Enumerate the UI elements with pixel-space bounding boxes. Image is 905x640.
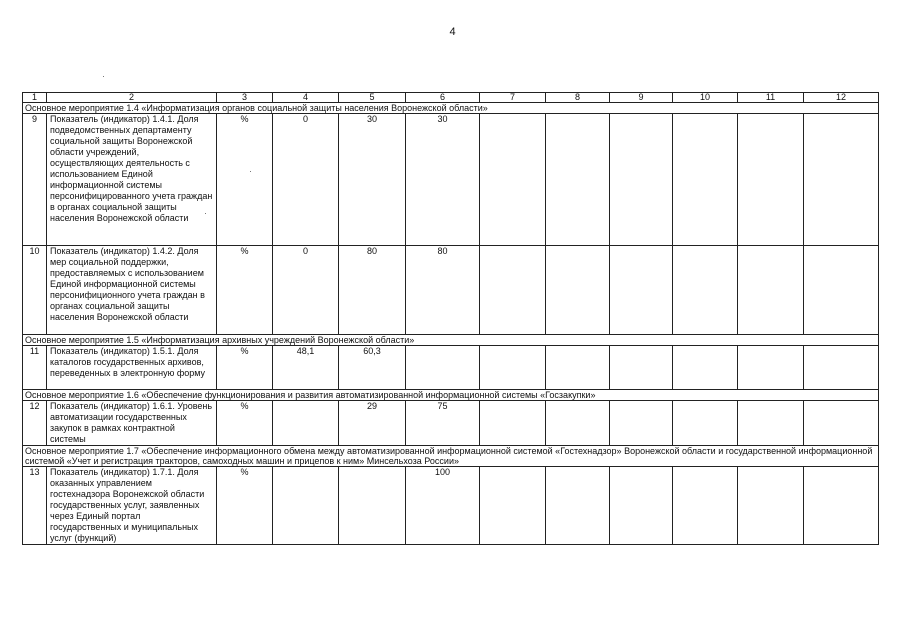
table-row	[23, 346, 879, 390]
value-cell: 0	[273, 114, 339, 246]
value-cell	[673, 401, 738, 446]
value-cell	[610, 346, 673, 390]
section-title: Основное мероприятие 1.5 «Информатизация архивных учреждений Воронежской области»	[23, 335, 879, 346]
value-cell: 60,3	[339, 346, 406, 390]
value-cell	[804, 401, 879, 446]
section-row	[23, 446, 879, 467]
value-cell	[610, 401, 673, 446]
section-title: Основное мероприятие 1.7 «Обеспечение информационного обмена между автоматизированной информационной системой «Гостехнадзор» Воронежской области и государственной информационной системой «Учет и регистрация тракторов, самоходных машин и прицепов к ним» Минсельхоза России»	[23, 446, 879, 467]
column-header: 5	[339, 93, 406, 103]
value-cell	[610, 114, 673, 246]
value-cell	[480, 467, 546, 545]
value-cell	[804, 114, 879, 246]
value-cell: 30	[339, 114, 406, 246]
section-title: Основное мероприятие 1.4 «Информатизация органов социальной защиты населения Воронежской области»	[23, 103, 879, 114]
column-header: 2	[47, 93, 217, 103]
table-row	[23, 114, 879, 246]
column-header: 7	[480, 93, 546, 103]
table-header-row	[23, 93, 879, 103]
table-row	[23, 246, 879, 335]
column-header: 4	[273, 93, 339, 103]
page-number: 4	[449, 26, 456, 38]
value-cell	[610, 467, 673, 545]
value-cell	[738, 346, 804, 390]
row-number: 10	[23, 246, 47, 335]
value-cell	[546, 246, 610, 335]
unit-cell: %	[217, 114, 273, 246]
scan-speck	[103, 76, 104, 77]
value-cell	[804, 246, 879, 335]
value-cell: 48,1	[273, 346, 339, 390]
section-title: Основное мероприятие 1.6 «Обеспечение функционирования и развития автоматизированной информационной системы «Госзакупки»	[23, 390, 879, 401]
value-cell: 29	[339, 401, 406, 446]
column-header: 6	[406, 93, 480, 103]
section-row	[23, 390, 879, 401]
unit-cell: %	[217, 467, 273, 545]
value-cell: 80	[406, 246, 480, 335]
indicator-cell: Показатель (индикатор) 1.4.2. Доля мер социальной поддержки, предоставляемых с использованием Единой информационной системы персонифиционного учета граждан в органах социальной защиты населения Воронежской области	[47, 246, 217, 335]
column-header: 3	[217, 93, 273, 103]
unit-cell: %	[217, 401, 273, 446]
value-cell	[738, 246, 804, 335]
indicator-cell: Показатель (индикатор) 1.4.1. Доля подведомственных департаменту социальной защиты Воронежской области учреждений, осуществляющих деятельность с использованием Единой информационной системы персонифицированного учета граждан в органах социальной защиты населения Воронежской области	[47, 114, 217, 246]
value-cell	[673, 467, 738, 545]
value-cell	[738, 114, 804, 246]
unit-cell: %	[217, 246, 273, 335]
value-cell	[804, 346, 879, 390]
column-header: 11	[738, 93, 804, 103]
indicator-cell: Показатель (индикатор) 1.6.1. Уровень автоматизации государственных закупок в рамках контрактной системы	[47, 401, 217, 446]
value-cell	[546, 346, 610, 390]
section-row	[23, 103, 879, 114]
value-cell	[673, 346, 738, 390]
value-cell: 100	[406, 467, 480, 545]
section-row	[23, 335, 879, 346]
value-cell	[480, 246, 546, 335]
indicators-table	[22, 92, 879, 545]
value-cell	[480, 114, 546, 246]
value-cell: 30	[406, 114, 480, 246]
value-cell: 80	[339, 246, 406, 335]
value-cell	[546, 467, 610, 545]
column-header: 12	[804, 93, 879, 103]
column-header: 8	[546, 93, 610, 103]
row-number: 12	[23, 401, 47, 446]
indicator-cell: Показатель (индикатор) 1.5.1. Доля каталогов государственных архивов, переведенных в электронную форму	[47, 346, 217, 390]
value-cell	[273, 467, 339, 545]
row-number: 11	[23, 346, 47, 390]
value-cell	[480, 401, 546, 446]
value-cell	[610, 246, 673, 335]
value-cell	[546, 401, 610, 446]
value-cell: 75	[406, 401, 480, 446]
value-cell	[273, 401, 339, 446]
value-cell	[339, 467, 406, 545]
value-cell	[546, 114, 610, 246]
table-row	[23, 467, 879, 545]
table-row	[23, 401, 879, 446]
indicator-cell: Показатель (индикатор) 1.7.1. Доля оказанных управлением гостехнадзора Воронежской области государственных услуг, заявленных через Единый портал государственных и муниципальных услуг (функций)	[47, 467, 217, 545]
value-cell	[738, 401, 804, 446]
value-cell	[480, 346, 546, 390]
value-cell	[804, 467, 879, 545]
value-cell	[406, 346, 480, 390]
value-cell	[738, 467, 804, 545]
column-header: 1	[23, 93, 47, 103]
column-header: 9	[610, 93, 673, 103]
value-cell	[673, 114, 738, 246]
unit-cell: %	[217, 346, 273, 390]
row-number: 9	[23, 114, 47, 246]
column-header: 10	[673, 93, 738, 103]
value-cell	[673, 246, 738, 335]
row-number: 13	[23, 467, 47, 545]
value-cell: 0	[273, 246, 339, 335]
